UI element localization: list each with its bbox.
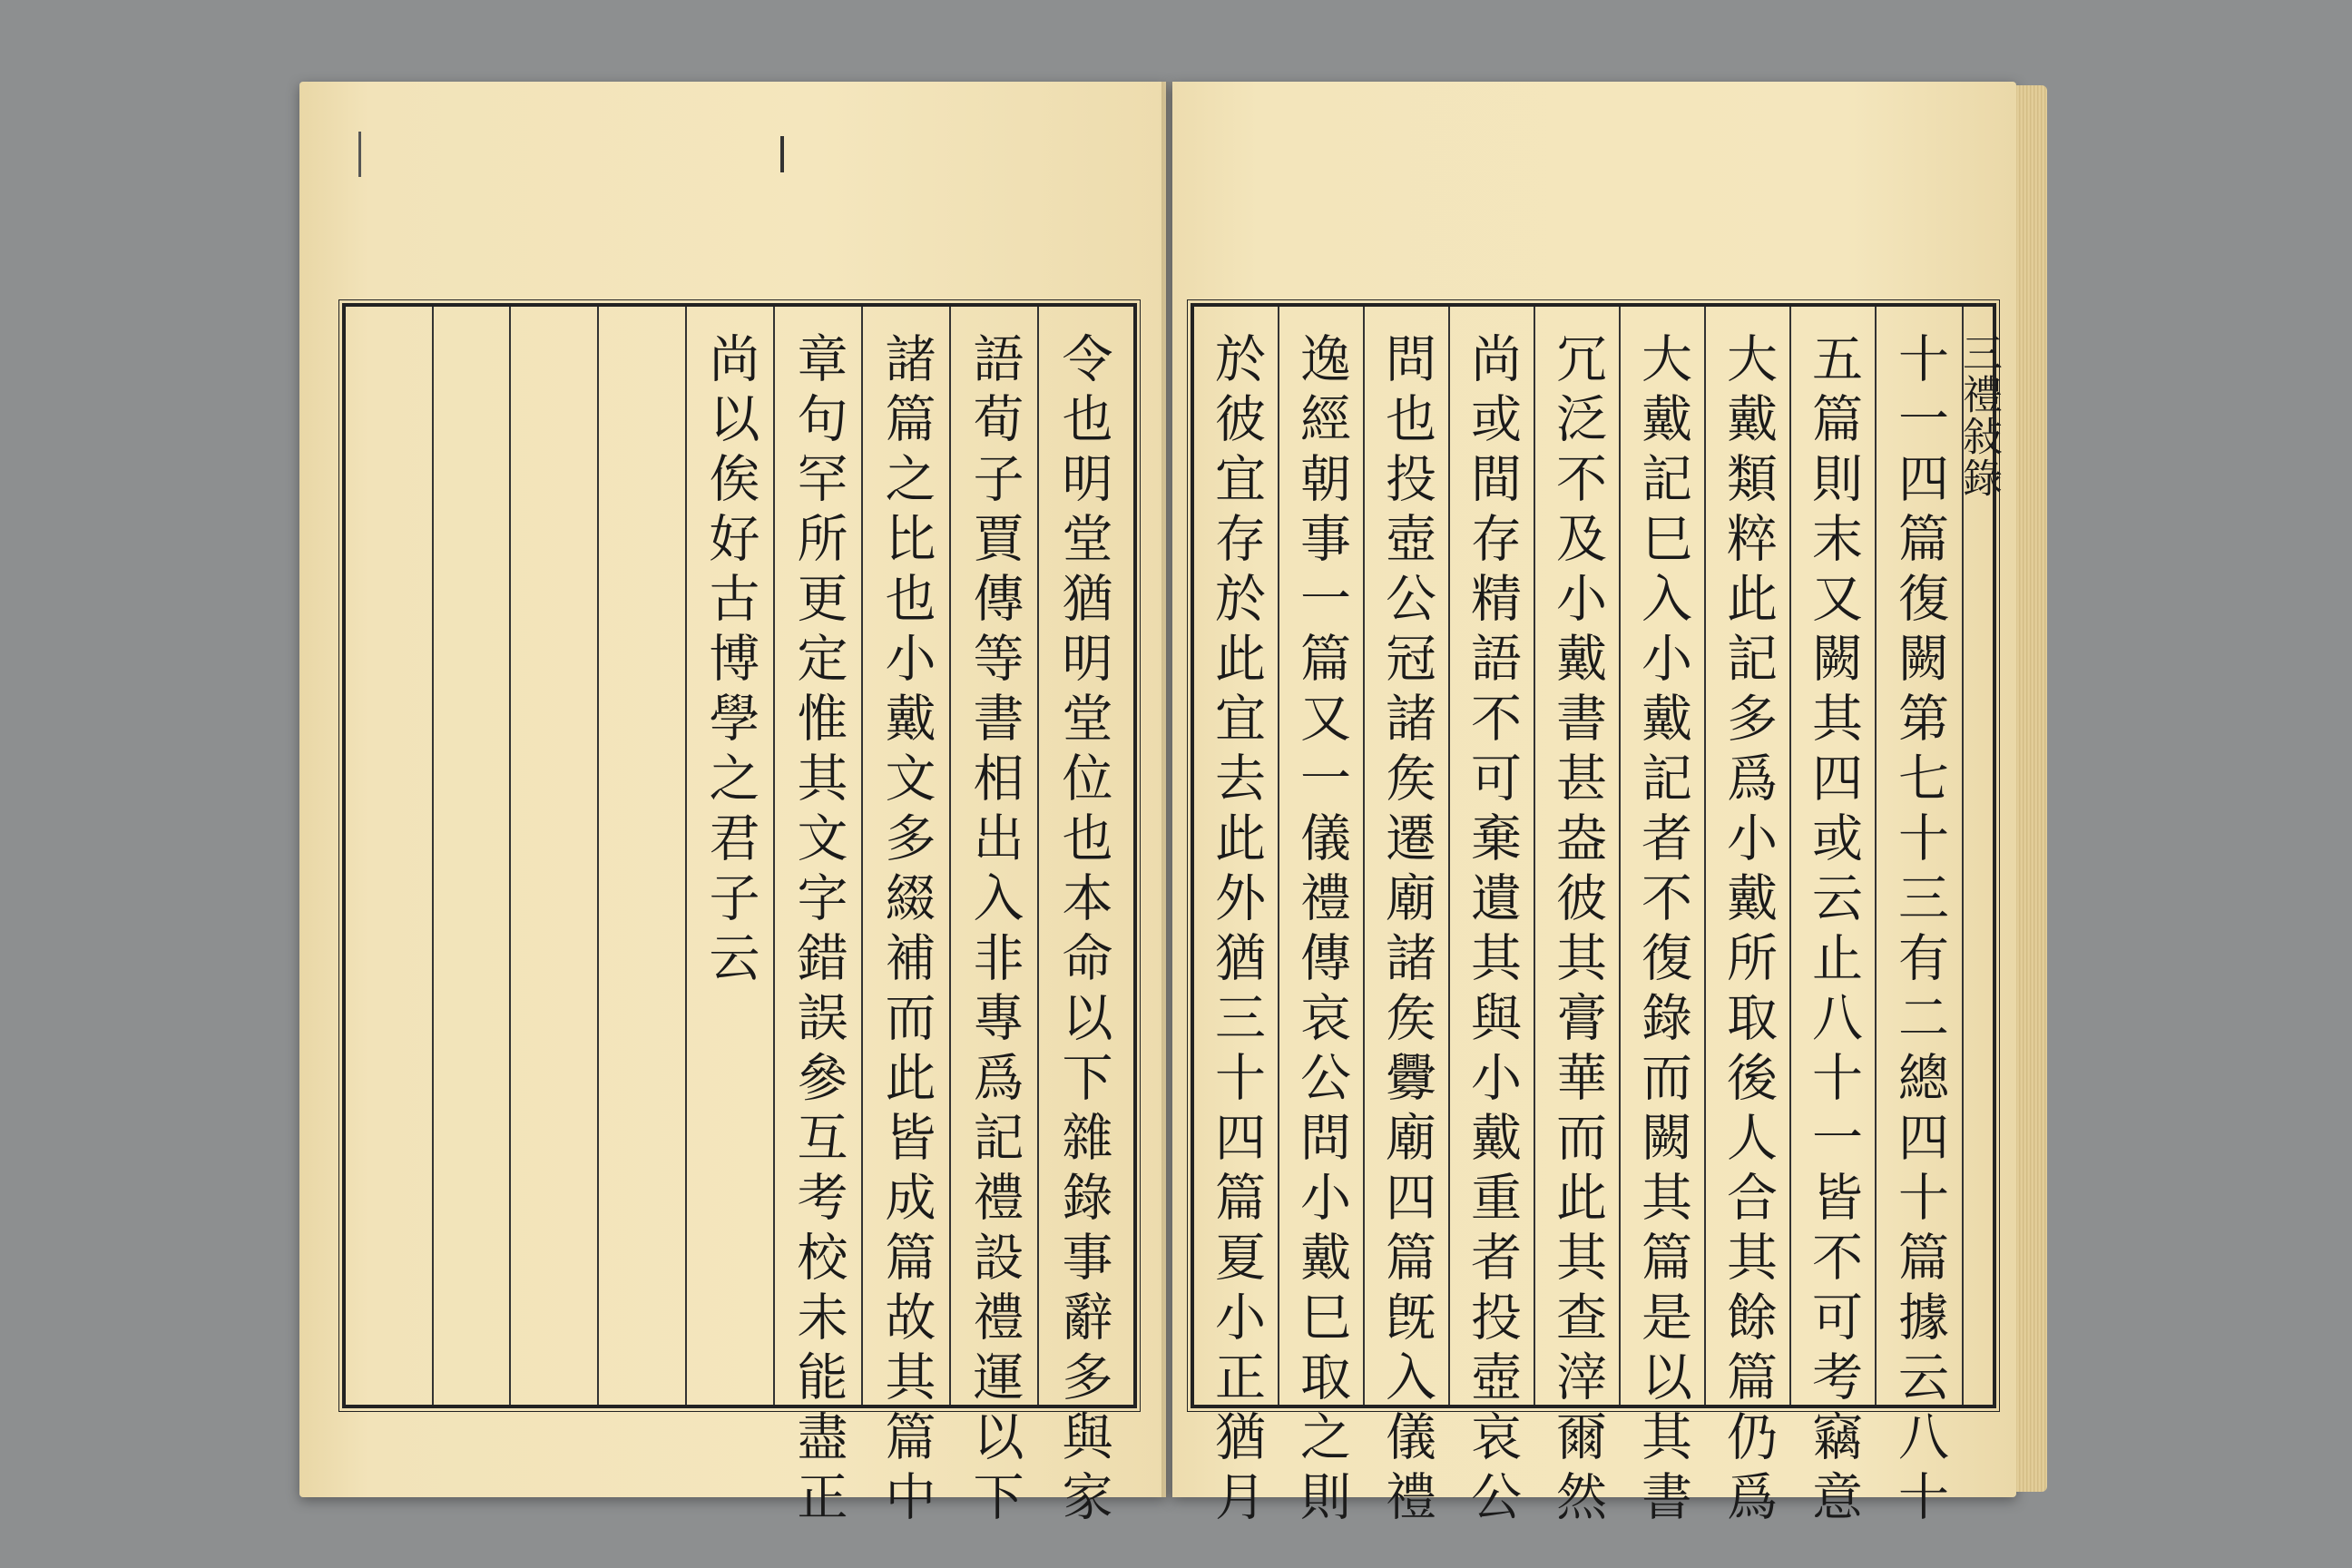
- right-column-9: [1194, 307, 1279, 1530]
- column-text: 尚以俟好古博學之君子云: [701, 332, 760, 991]
- left-column-1: [951, 307, 1039, 1530]
- left-page: [299, 82, 1166, 1530]
- left-column-5: [599, 307, 687, 1405]
- margin-title: 三禮敍錄: [1955, 332, 2002, 499]
- column-text: 冗泛不及小戴書甚盎彼其膏華而此其查滓爾然: [1548, 332, 1607, 1530]
- left-column-7: [423, 307, 511, 1405]
- open-book: [299, 73, 2051, 1530]
- column-text: 大戴記巳入小戴記者不復錄而闕其篇是以其書: [1633, 332, 1692, 1530]
- right-column-2: [1791, 307, 1877, 1530]
- left-column-4: [687, 307, 775, 1405]
- right-page: [1172, 82, 2016, 1530]
- right-column-4: [1621, 307, 1706, 1530]
- left-column-2: [863, 307, 951, 1530]
- right-column-8: [1279, 307, 1365, 1530]
- right-column-5: [1535, 307, 1621, 1530]
- page-mark: [780, 136, 784, 172]
- column-text: 令也明堂猶明堂位也本命以下雜錄事辭多與家: [1054, 332, 1113, 1530]
- column-text: 諸篇之比也小戴文多綴補而此皆成篇故其篇中: [877, 332, 936, 1530]
- page-edges: [2016, 85, 2047, 1492]
- right-column-3: [1706, 307, 1791, 1530]
- right-column-1: [1877, 307, 1964, 1530]
- left-text-frame: [342, 303, 1137, 1530]
- column-text: 大戴類粹此記多爲小戴所取後人合其餘篇仍爲: [1719, 332, 1778, 1530]
- margin-column: [1955, 307, 2002, 1405]
- left-column-8: [346, 307, 434, 1405]
- left-column-6: [511, 307, 599, 1405]
- column-text: 語荀子賈傳等書相出入非專爲記禮設禮運以下: [965, 332, 1024, 1530]
- page-mark: [358, 132, 361, 177]
- column-text: 五篇則末又闕其四或云止八十一皆不可考竊意: [1804, 332, 1863, 1530]
- left-column-3: [775, 307, 863, 1530]
- right-column-6: [1450, 307, 1535, 1530]
- column-text: 十一四篇復闕第七十三有二總四十篇據云八十: [1890, 332, 1949, 1530]
- left-column-0: [1039, 307, 1127, 1530]
- column-text: 章句罕所更定惟其文字錯誤參互考校未能盡正: [789, 332, 848, 1530]
- column-text: 尚或間存精語不可棄遺其與小戴重者投壺哀公: [1463, 332, 1522, 1530]
- column-text: 問也投壺公冠諸矦遷廟諸矦釁廟四篇旣入儀禮: [1377, 332, 1436, 1530]
- column-text: 於彼宜存於此宜去此外猶三十四篇夏小正猶月: [1207, 332, 1266, 1530]
- right-column-7: [1365, 307, 1450, 1530]
- column-text: 逸經朝事一篇又一儀禮傳哀公問小戴巳取之則: [1292, 332, 1351, 1530]
- right-text-frame: [1191, 303, 2002, 1530]
